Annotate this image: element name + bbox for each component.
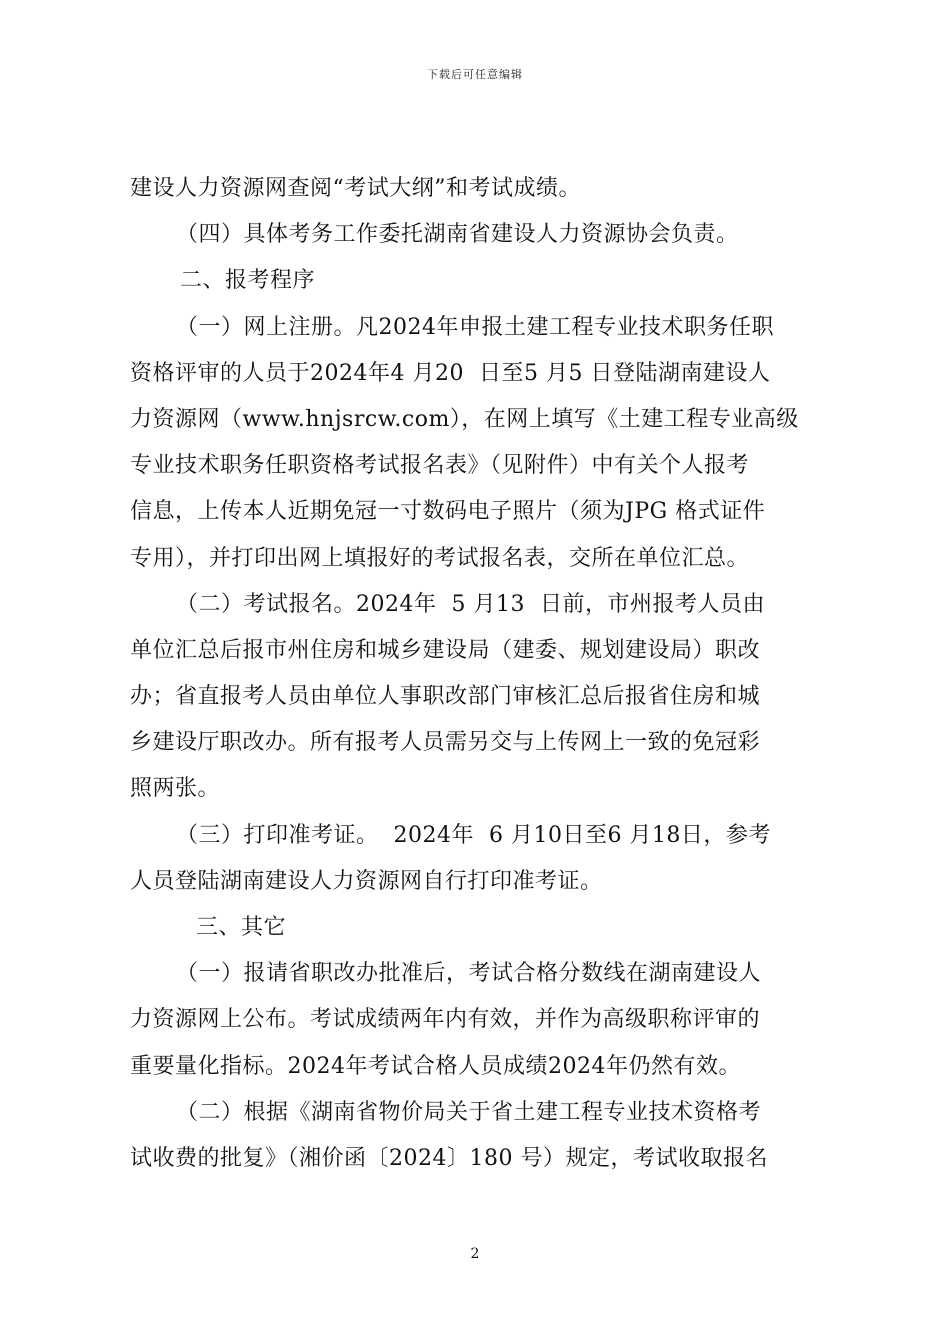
paragraph-line: （三）打印准考证。 2024年 6 月10日至6 月18日，参考 xyxy=(176,822,771,848)
paragraph-line: 专用），并打印出网上填报好的考试报名表，交所在单位汇总。 xyxy=(130,545,750,571)
page-header: 下载后可任意编辑 xyxy=(427,68,523,81)
paragraph-line: 专业技术职务任职资格考试报名表》（见附件）中有关个人报考 xyxy=(130,453,750,479)
paragraph-line: （一）报请省职改办批准后，考试合格分数线在湖南建设人 xyxy=(176,961,762,987)
paragraph-line: 资格评审的人员于2024年4 月20 日至5 月5 日登陆湖南建设人 xyxy=(130,360,771,386)
paragraph-line: 人员登陆湖南建设人力资源网自行打印准考证。 xyxy=(130,868,603,894)
paragraph-line: 试收费的批复》（湘价函〔2024〕180 号）规定，考试收取报名 xyxy=(130,1145,768,1171)
paragraph-line: 照两张。 xyxy=(130,776,221,802)
paragraph-line: 办；省直报考人员由单位人事职改部门审核汇总后报省住房和城 xyxy=(130,684,761,710)
paragraph-line: （四）具体考务工作委托湖南省建设人力资源协会负责。 xyxy=(176,222,739,248)
paragraph-line: （一）网上注册。凡2024年申报土建工程专业技术职务任职 xyxy=(176,314,774,340)
paragraph-line: 建设人力资源网查阅“考试大纲”和考试成绩。 xyxy=(130,176,581,201)
paragraph-line: 力资源网（www.hnjsrcw.com），在网上填写《土建工程专业高级 xyxy=(130,406,799,432)
paragraph-line: （二）考试报名。2024年 5 月13 日前，市州报考人员由 xyxy=(176,591,765,617)
document-body xyxy=(130,166,820,1182)
paragraph-line: 力资源网上公布。考试成绩两年内有效，并作为高级职称评审的 xyxy=(130,1007,761,1033)
section-heading: 二、报考程序 xyxy=(180,268,316,294)
paragraph-line: 信息，上传本人近期免冠一寸数码电子照片（须为JPG 格式证件 xyxy=(130,499,766,525)
paragraph-line: （二）根据《湖南省物价局关于省土建工程专业技术资格考 xyxy=(176,1099,762,1125)
section-heading: 三、其它 xyxy=(196,915,287,940)
page-number: 2 xyxy=(470,1246,480,1262)
paragraph-line: 乡建设厅职改办。所有报考人员需另交与上传网上一致的免冠彩 xyxy=(130,730,761,756)
paragraph-line: 单位汇总后报市州住房和城乡建设局（建委、规划建设局）职改 xyxy=(130,637,761,663)
paragraph-line: 重要量化指标。2024年考试合格人员成绩2024年仍然有效。 xyxy=(130,1053,741,1079)
